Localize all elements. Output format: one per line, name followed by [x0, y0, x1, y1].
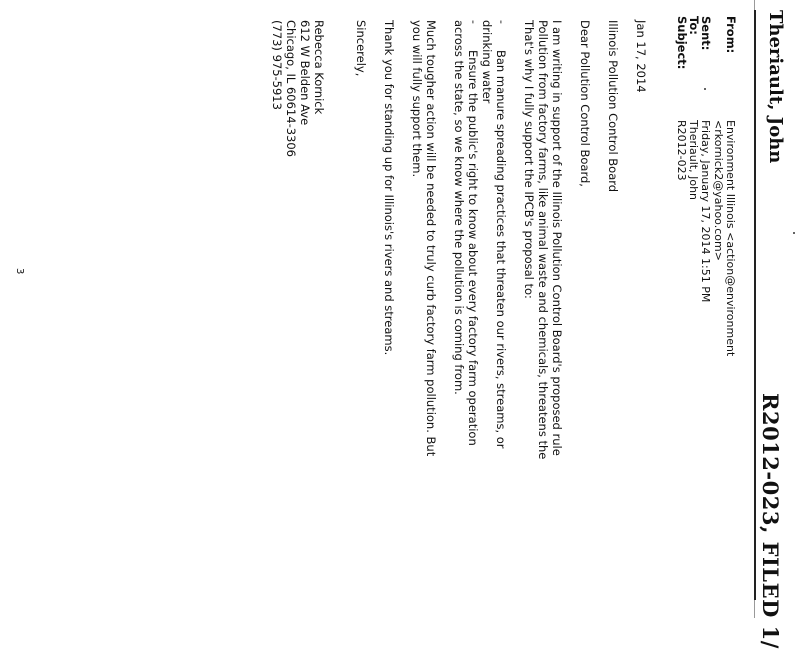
list-item-1-line-1: Ban manure spreading practices that threaten our rivers, streams, or	[494, 50, 508, 449]
from-label: From:	[724, 16, 738, 54]
list-item-1-line-2: drinking water	[480, 20, 494, 104]
letter-salutation: Dear Pollution Control Board,	[578, 20, 592, 187]
page-number: 3	[14, 268, 25, 275]
subject-label: Subject:	[675, 16, 689, 70]
name-divider	[754, 10, 756, 600]
list-item-2-line-2: across the state, so we know where the pollution is coming from.	[452, 20, 466, 395]
paragraph-1-line-3: That's why I fully support the IPCB's proposal to:	[522, 20, 536, 299]
scan-speck	[704, 88, 706, 90]
signature-street: 612 W Belden Ave	[298, 20, 312, 126]
paragraph-1-line-2: Pollution from factory farms, like animal waste and chemicals, threatens the	[536, 20, 550, 460]
paragraph-2-line-2: you will fully support them.	[410, 20, 424, 178]
to-label: To:	[687, 16, 701, 35]
sent-label: Sent:	[699, 16, 713, 51]
signature-phone: (773) 975-5913	[270, 20, 284, 110]
from-value: Environment Illinois <action@environment	[724, 120, 737, 357]
list-bullet-1: -	[495, 20, 508, 24]
letter-date: Jan 17, 2014	[634, 20, 648, 93]
paragraph-2-line-1: Much tougher action will be needed to truly curb factory farm pollution. But	[424, 20, 438, 457]
letter-recipient: Illinois Pollution Control Board	[606, 20, 620, 193]
list-item-2-line-1: Ensure the public's right to know about every factory farm operation	[466, 50, 480, 446]
paragraph-3: Thank you for standing up for Illinois's rivers and streams.	[382, 20, 396, 356]
signature-city: Chicago, IL 60614-3306	[284, 20, 298, 157]
closing: Sincerely,	[354, 20, 368, 77]
scan-speck	[793, 232, 795, 234]
subject-value: R2012-023	[675, 120, 688, 181]
list-bullet-2: -	[467, 20, 480, 24]
sender-name: Theriault, John	[765, 10, 786, 164]
to-value: Theriault, John	[687, 120, 700, 201]
sent-value: Friday, January 17, 2014 1:51 PM	[699, 120, 712, 303]
filing-stamp: R2012-023, FILED 1/	[758, 393, 783, 649]
paragraph-1-line-1: I am writing in support of the Illinois Pollution Control Board's proposed rule	[550, 20, 564, 456]
signature-name: Rebecca Kornick	[312, 20, 326, 115]
from-email: <rkornick2@yahoo.com>	[712, 120, 725, 261]
